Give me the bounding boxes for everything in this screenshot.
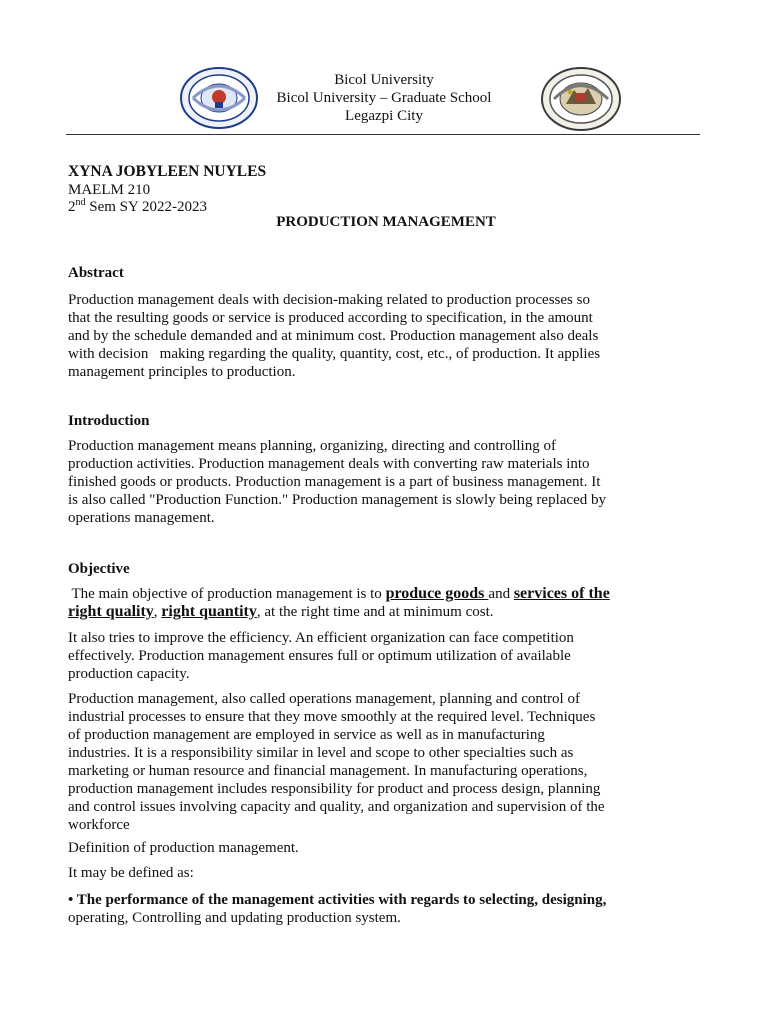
objective-text: , at the right time and at minimum cost.: [256, 604, 494, 620]
university-header: [200, 71, 568, 125]
emphasis-services: services of the: [513, 585, 610, 602]
semester-suffix: nd: [75, 197, 86, 208]
introduction-heading: Introduction: [68, 413, 150, 429]
definition-line: Definition of production management.: [68, 840, 299, 856]
objective-text: ,: [153, 604, 162, 620]
semester-number: 2: [68, 199, 76, 215]
paragraph-line: industrial processes to ensure that they move smoothly at the required level. Techniques: [68, 709, 596, 725]
bullet-line: operating, Controlling and updating production system.: [68, 910, 401, 926]
introduction-line: is also called "Production Function." Production management is slowly being replaced by: [68, 492, 606, 508]
objective-line: [68, 603, 700, 621]
abstract-paragraph: [68, 291, 700, 381]
header-line-city: Legazpi City: [345, 108, 423, 124]
abstract-line: and by the schedule demanded and at minimum cost. Production management also deals: [68, 328, 599, 344]
emphasis-right-quality: right quality: [68, 603, 154, 620]
emphasis-produce-goods: produce goods: [385, 585, 489, 602]
objective-text: and: [488, 586, 514, 602]
introduction-line: Production management means planning, organizing, directing and controlling of: [68, 438, 556, 454]
paragraph-line: It also tries to improve the efficiency. An efficient organization can face competition: [68, 630, 574, 646]
objective-line: [68, 585, 700, 603]
semester-text: Sem SY 2022-2023: [85, 199, 208, 215]
paragraph-line: production management includes responsibility for product and process design, planning: [68, 781, 601, 797]
defined-as-line: It may be defined as:: [68, 865, 194, 881]
header-line-university: Bicol University: [334, 72, 434, 88]
paragraph-line: effectively. Production management ensures full or optimum utilization of available: [68, 648, 571, 664]
objective-text: The main objective of production management is to: [68, 586, 386, 602]
abstract-line: with decision making regarding the quality, quantity, cost, etc., of production. It applies: [68, 346, 601, 362]
header-divider: [66, 134, 700, 135]
document-title-text: PRODUCTION MANAGEMENT: [276, 214, 496, 230]
paragraph-line: and control issues involving capacity and quality, and organization and supervision of the: [68, 799, 605, 815]
emphasis-right-quantity: right quantity: [161, 603, 257, 620]
abstract-line: Production management deals with decision-making related to production processes so: [68, 292, 590, 308]
document-title: [68, 213, 700, 231]
introduction-line: production activities. Production management deals with converting raw materials into: [68, 456, 590, 472]
paragraph-line: production capacity.: [68, 666, 190, 682]
paragraph-line: Production management, also called operations management, planning and control of: [68, 691, 580, 707]
objective-main-paragraph: [68, 585, 700, 621]
introduction-paragraph: [68, 437, 700, 527]
definition-bullet: [68, 891, 700, 927]
introduction-line: operations management.: [68, 510, 215, 526]
abstract-line: management principles to production.: [68, 364, 296, 380]
objective-heading: Objective: [68, 561, 130, 577]
abstract-heading: Abstract: [68, 265, 124, 281]
paragraph-line: marketing or human resource and financial management. In manufacturing operations,: [68, 763, 588, 779]
introduction-line: finished goods or products. Production management is a part of business management. It: [68, 474, 601, 490]
operations-paragraph: [68, 690, 700, 834]
course-code: MAELM 210: [68, 182, 151, 198]
student-name: XYNA JOBYLEEN NUYLES: [68, 163, 267, 180]
paragraph-line: workforce: [68, 817, 130, 833]
bullet-line-bold: • The performance of the management activities with regards to selecting, designing,: [68, 892, 607, 908]
paragraph-line: of production management are employed in service as well as in manufacturing: [68, 727, 545, 743]
header-line-graduate-school: Bicol University – Graduate School: [276, 90, 492, 106]
paragraph-line: industries. It is a responsibility similar in level and scope to other specialties such as: [68, 745, 574, 761]
abstract-line: that the resulting goods or service is produced according to specification, in the amount: [68, 310, 593, 326]
efficiency-paragraph: [68, 629, 700, 683]
